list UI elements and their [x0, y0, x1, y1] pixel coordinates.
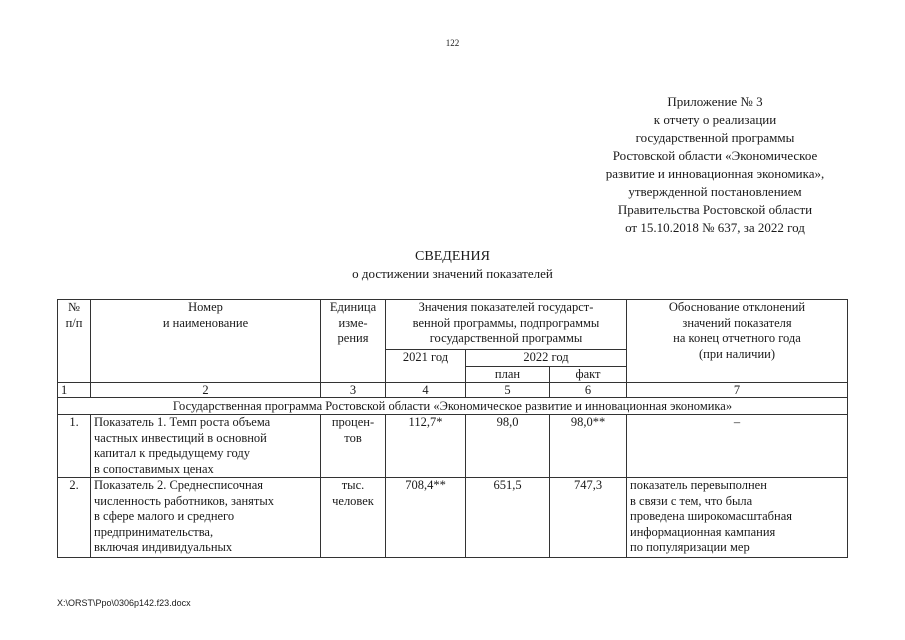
page-number: 122: [445, 38, 460, 48]
header-fact: факт: [550, 366, 627, 383]
appendix-caption: [560, 93, 870, 237]
column-number: 5: [466, 383, 550, 398]
column-number: 4: [386, 383, 466, 398]
column-number: 1: [58, 383, 91, 398]
header-year-2021: 2021 год: [386, 350, 466, 383]
appendix-line: Ростовской области «Экономическое: [612, 148, 818, 163]
file-path-footer: X:\ORST\Ppo\0306p142.f23.docx: [57, 598, 191, 608]
table-row: [58, 415, 848, 478]
header-justification: Обоснование отклонений значений показателя на конец отчетного года (при наличии): [627, 300, 848, 383]
document-title: СВЕДЕНИЯ: [415, 249, 490, 264]
row-value-2021: 708,4**: [386, 478, 466, 558]
section-row: [58, 398, 848, 415]
row-value-2021: 112,7*: [386, 415, 466, 478]
appendix-line: Приложение № 3: [667, 94, 763, 109]
row-name: Показатель 2. Среднесписочная численность работников, занятых в сфере малого и среднего предпринимательства, включая индивидуальных: [91, 478, 321, 558]
row-unit: процен- тов: [321, 415, 386, 478]
row-value-plan: 98,0: [466, 415, 550, 478]
row-value-fact: 98,0**: [550, 415, 627, 478]
row-value-plan: 651,5: [466, 478, 550, 558]
column-number: 6: [550, 383, 627, 398]
appendix-line: развитие и инновационная экономика»,: [605, 166, 825, 181]
column-number: 3: [321, 383, 386, 398]
header-name: Номер и наименование: [91, 300, 321, 383]
column-numbers-row: [58, 383, 848, 398]
column-number: 2: [91, 383, 321, 398]
indicators-table: [57, 299, 848, 558]
row-justification: –: [627, 415, 848, 478]
section-title: Государственная программа Ростовской области «Экономическое развитие и инновационная экономика»: [58, 398, 848, 415]
column-number: 7: [627, 383, 848, 398]
table-row: [58, 478, 848, 558]
row-num: 2.: [58, 478, 91, 558]
appendix-line: утвержденной постановлением: [628, 184, 802, 199]
appendix-line: государственной программы: [635, 130, 795, 145]
header-plan: план: [466, 366, 550, 383]
document-heading: [0, 248, 905, 282]
header-unit: Единица изме- рения: [321, 300, 386, 383]
row-name: Показатель 1. Темп роста объема частных инвестиций в основной капитал к предыдущему году в сопоставимых ценах: [91, 415, 321, 478]
row-unit: тыс. человек: [321, 478, 386, 558]
document-subtitle: о достижении значений показателей: [352, 266, 553, 281]
row-num: 1.: [58, 415, 91, 478]
header-values-group: Значения показателей государст- венной программы, подпрограммы государственной программы: [386, 300, 627, 350]
appendix-line: от 15.10.2018 № 637, за 2022 год: [625, 220, 805, 235]
row-value-fact: 747,3: [550, 478, 627, 558]
row-justification: показатель перевыполнен в связи с тем, что была проведена широкомасштабная информационная кампания по популяризации мер: [627, 478, 848, 558]
appendix-line: к отчету о реализации: [653, 112, 777, 127]
header-num: № п/п: [58, 300, 91, 383]
appendix-line: Правительства Ростовской области: [617, 202, 813, 217]
header-year-2022: 2022 год: [466, 350, 627, 367]
